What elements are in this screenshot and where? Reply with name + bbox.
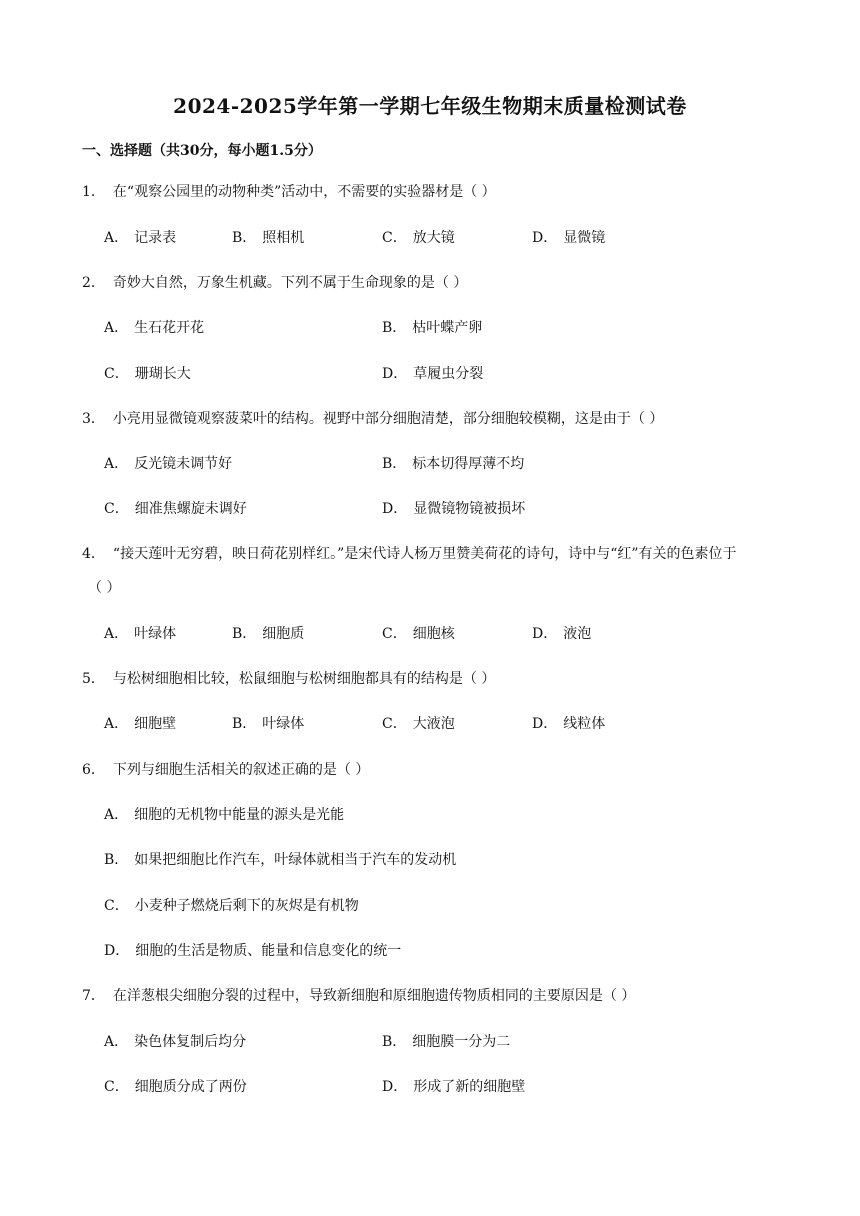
option-2d: D． 草履虫分裂 [382, 366, 484, 382]
question-5 [82, 669, 782, 689]
option-6d: D． 细胞的生活是物质、能量和信息变化的统一 [104, 943, 402, 959]
option-1b: B． 照相机 [232, 230, 305, 246]
option-5b: B． 叶绿体 [232, 716, 305, 732]
option-3d: D． 显微镜物镜被损坏 [382, 501, 526, 517]
option-1c: C． 放大镜 [382, 230, 455, 246]
question-7 [82, 986, 782, 1006]
question-stem: “接天莲叶无穷碧，映日荷花别样红。”是宋代诗人杨万里赞美荷花的诗句，诗中与“红”有关的色素位于 [112, 546, 737, 562]
option-2b: B． 枯叶蝶产卵 [382, 320, 483, 336]
question-stem: 在洋葱根尖细胞分裂的过程中，导致新细胞和原细胞遗传物质相同的主要原因是（ ） [112, 988, 636, 1004]
question-4-stem-continuation: （ ） [88, 580, 121, 596]
option-4d: D． 液泡 [532, 626, 592, 642]
question-4 [82, 544, 782, 564]
question-stem: 小亮用显微镜观察菠菜叶的结构。视野中部分细胞清楚，部分细胞较模糊，这是由于（ ） [112, 411, 664, 427]
option-7b: B． 细胞膜一分为二 [382, 1034, 511, 1050]
option-4c: C． 细胞核 [382, 626, 455, 642]
option-6c: C． 小麦种子燃烧后剩下的灰烬是有机物 [104, 898, 359, 914]
question-2 [82, 273, 782, 293]
question-3 [82, 409, 782, 429]
option-3a: A． 反光镜未调节好 [104, 456, 233, 472]
question-number: 4． [82, 546, 105, 562]
question-number: 6． [82, 762, 105, 778]
option-6b: B． 如果把细胞比作汽车，叶绿体就相当于汽车的发动机 [104, 852, 457, 868]
option-3b: B． 标本切得厚薄不均 [382, 456, 525, 472]
option-7c: C． 细胞质分成了两份 [104, 1079, 247, 1095]
question-6 [82, 760, 782, 780]
question-number: 5． [82, 671, 105, 687]
question-stem: 下列与细胞生活相关的叙述正确的是（ ） [112, 762, 370, 778]
option-6a: A． 细胞的无机物中能量的源头是光能 [104, 807, 345, 823]
option-5a: A． 细胞壁 [104, 716, 177, 732]
question-number: 7． [82, 988, 105, 1004]
question-stem: 在“观察公园里的动物种类”活动中，不需要的实验器材是（ ） [112, 184, 496, 200]
question-number: 3． [82, 411, 105, 427]
question-number: 2． [82, 275, 105, 291]
option-5d: D． 线粒体 [532, 716, 606, 732]
option-2a: A． 生石花开花 [104, 320, 205, 336]
option-1d: D． 显微镜 [532, 230, 606, 246]
option-4a: A． 叶绿体 [104, 626, 177, 642]
option-4b: B． 细胞质 [232, 626, 305, 642]
option-5c: C． 大液泡 [382, 716, 455, 732]
option-1a: A． 记录表 [104, 230, 177, 246]
section-heading: 一、选择题（共30分，每小题1.5分） [82, 143, 322, 159]
option-7a: A． 染色体复制后均分 [104, 1034, 247, 1050]
question-1 [82, 182, 782, 202]
question-number: 1． [82, 184, 105, 200]
option-2c: C． 珊瑚长大 [104, 366, 191, 382]
question-stem: 与松树细胞相比较，松鼠细胞与松树细胞都具有的结构是（ ） [112, 671, 496, 687]
option-3c: C． 细准焦螺旋未调好 [104, 501, 247, 517]
exam-title: 2024-2025学年第一学期七年级生物期末质量检测试卷 [173, 94, 687, 118]
question-stem: 奇妙大自然，万象生机藏。下列不属于生命现象的是（ ） [112, 275, 468, 291]
option-7d: D． 形成了新的细胞壁 [382, 1079, 526, 1095]
